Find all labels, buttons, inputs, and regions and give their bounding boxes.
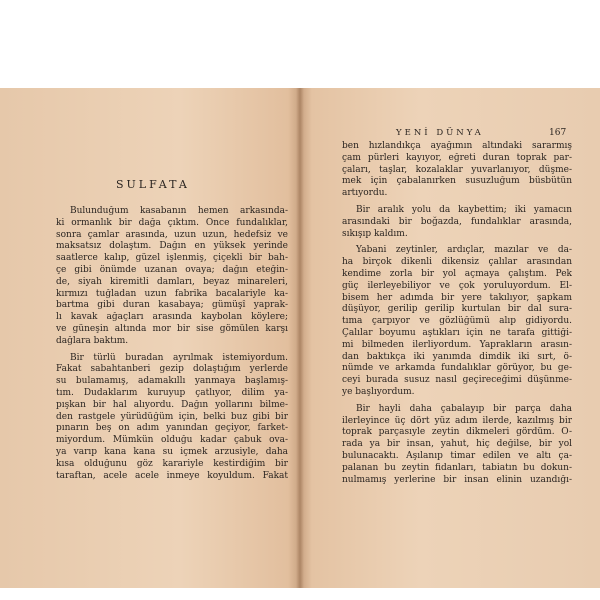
paragraph (342, 404, 572, 487)
text-line: toprak parçasıyle zeytin dikmeleri gördüm. O- (342, 427, 572, 438)
left-page-text (56, 206, 288, 482)
text-line: kendime zorla bir yol açmaya çalıştım. Pek (342, 268, 572, 279)
text-line: su bulamamış, adamakıllı yanmaya başlamış- (56, 376, 288, 387)
text-line: bulunacaktı. Aşılanıp timar edilen ve altı ça- (342, 450, 572, 461)
text-line: pışkan bir hal alıyordu. Dağın yollarını bilme- (56, 399, 288, 410)
text-line: mek için çabalanırken susuzluğum büsbütün (342, 176, 572, 187)
text-line: tım. Dudaklarım kuruyup çatlıyor, dilim ya- (56, 387, 288, 398)
text-line: ha birçok dikenli dikensiz çalılar arasından (342, 257, 572, 268)
text-line: çam pürleri kayıyor, eğreti duran toprak par- (342, 152, 572, 163)
text-line: ben hızlandıkça ayağımın altındaki sararmış (342, 141, 572, 151)
right-page-text (342, 141, 572, 486)
text-line: lı kavak ağaçları arasında kaybolan köylere; (56, 312, 288, 323)
text-line: Bir hayli daha çabalayıp bir parça daha (356, 403, 572, 414)
paragraph (56, 353, 288, 483)
text-line: Bir türlü buradan ayrılmak istemiyordum. (70, 352, 288, 363)
text-line: palanan bu zeytin fidanları, tabiatın bu dokun- (342, 462, 572, 473)
text-line: ki ormanlık bir dağa çıktım. Önce fundalıklar, (56, 217, 288, 228)
text-line: ilerleyince üç dört yüz adım ilerde, kazılmış bir (342, 415, 572, 426)
text-line: kısa olduğunu göz karariyle kestirdiğim bir (56, 458, 288, 469)
text-line: Çalılar boyumu aştıkları için ne tarafa gittiği- (342, 327, 572, 338)
text-line: ve güneşin altında mor bir sise gömülen karşı (56, 323, 288, 334)
text-line: mi bilmeden ilerliyordum. Yaprakların arasın- (342, 339, 572, 350)
text-line: güç ilerleyebiliyor ve çok yoruluyordum. El- (342, 280, 572, 291)
text-line: ceyi burada susuz nasıl geçireceğimi düşünme- (342, 375, 572, 386)
text-line: bisem her adımda bir yere takılıyor, şapkam (342, 292, 572, 303)
paragraph (56, 206, 288, 348)
text-line: taraftan, acele acele inmeye koyuldum. Fakat (56, 470, 288, 481)
text-line: pınarın beş on adım yanından geçiyor, farket- (56, 423, 288, 434)
text-line: çaları, taşlar, kozalaklar yuvarlanıyor, düşme- (342, 164, 572, 175)
text-line: artıyordu. (342, 188, 388, 199)
text-line: rada ya bir insan, yahut, hiç değilse, bir yol (342, 439, 572, 450)
text-line: düşüyor, gerilip gerilip kurtulan bir dal sura- (342, 304, 572, 315)
text-line: tıma çarpıyor ve gözlüğümü alıp gidiyordu. (342, 316, 572, 327)
text-line: Fakat sabahtanberi gezip dolaştığım yerlerde (56, 364, 288, 375)
text-line: ya varıp kana kana su içmek arzusiyle, daha (56, 446, 288, 457)
paragraph: Bir aralık yolu da kaybettim; iki yamacın arasındaki bir boğazda, fundalıklar arasında, sıkışıp kaldım. (342, 204, 572, 239)
text-line: Bulunduğum kasabanın hemen arkasında- (70, 206, 288, 216)
text-line: den rastgele yürüdüğüm için, belki buz gibi bir (56, 411, 288, 422)
text-line: ye başlıyordum. (342, 386, 415, 397)
book-gutter (296, 88, 304, 588)
text-line: saatlerce kalıp, güzel işlenmiş, çiçekli bir bah- (56, 253, 288, 264)
left-page (0, 88, 300, 588)
text-line: maksatsız dolaştım. Dağın en yüksek yerinde (56, 241, 288, 252)
text-line: bartma gibi duran kasabaya; gümüşî yaprak- (56, 300, 288, 311)
text-line: nümde ve arkamda fundalıklar görüyor, bu ge- (342, 363, 572, 374)
text-line: dağlara baktım. (56, 335, 129, 346)
text-line: de, siyah kiremitli damları, beyaz minareleri, (56, 276, 288, 287)
paragraph (342, 141, 572, 200)
page-number: 167 (549, 128, 567, 138)
text-line: Yabani zeytinler, ardıçlar, mazılar ve da- (356, 245, 572, 256)
text-line: miyordum. Mümkün olduğu kadar çabuk ova- (56, 435, 288, 446)
text-line: nulmamış yerlerine bir insan elinin uzandığı- (342, 474, 572, 485)
running-head: YENİ DÜNYA (396, 128, 484, 138)
text-line: çe gibi önümde uzanan ovaya; dağın eteğin- (56, 264, 288, 275)
text-line: sonra çamlar arasında, uzun uzun, hedefsiz ve (56, 229, 288, 240)
chapter-title: SULFATA (116, 178, 190, 191)
text-line: kırmızı tuğladan uzun fabrika bacalariyle ka- (56, 288, 288, 299)
text-line: dan baktıkça iki yanımda dimdik iki sırt, ö- (342, 351, 572, 362)
open-book (0, 88, 600, 588)
paragraph (342, 245, 572, 398)
